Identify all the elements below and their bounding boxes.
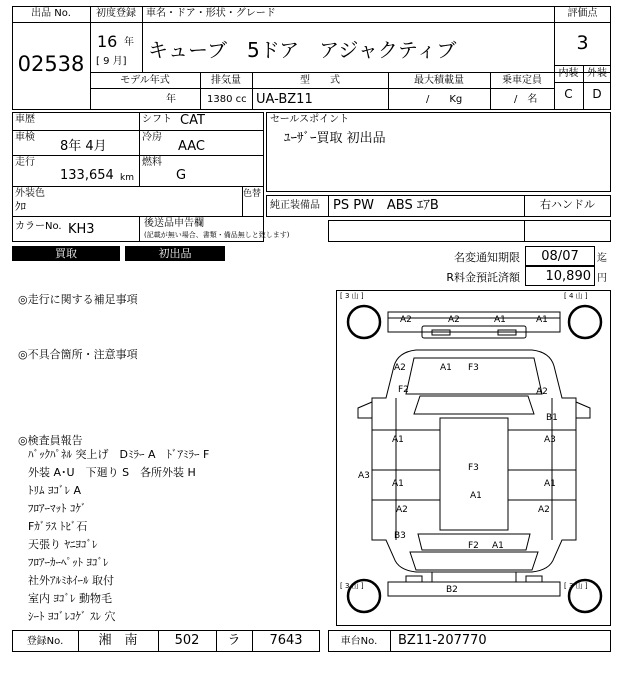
mark-rf-a2: A2 — [536, 387, 548, 397]
mark-front-a2-mid: A2 — [448, 315, 460, 325]
displacement-label: 排気量 — [211, 75, 241, 86]
mark-front-a2-left: A2 — [400, 315, 412, 325]
equipment-value: PS PW ABS ｴｱB — [333, 198, 439, 213]
mark-rq-a2: A2 — [538, 505, 550, 515]
mark-back-f2: F2 — [468, 541, 479, 551]
inspector-line: 室内 ﾖｺﾞﾚ 動物毛 — [28, 592, 112, 605]
car-name-label: 車名・ドア・形状・グレード — [146, 8, 276, 19]
capacity-value: / 名 — [514, 94, 538, 105]
model-code: UA-BZ11 — [256, 92, 313, 107]
inspector-line: 社外ｱﾙﾐﾎｲｰﾙ 取付 — [28, 574, 114, 587]
mark-front-a1-mid: A1 — [494, 315, 506, 325]
extra-box — [328, 220, 611, 242]
reg-number: 7643 — [269, 633, 303, 648]
inspector-line: ﾄﾘﾑ ﾖｺﾞﾚ A — [28, 484, 82, 497]
reg-class: 502 — [174, 633, 200, 648]
first-reg-year-unit: 年 — [124, 37, 134, 48]
mark-lq-b3: B3 — [394, 531, 406, 541]
recycle-unit: 円 — [597, 273, 607, 284]
reg-area: 湘 南 — [98, 633, 138, 648]
handle-value: 右ハンドル — [540, 198, 595, 211]
recycle-value: 10,890 — [545, 269, 591, 284]
color-no-value: KH3 — [68, 222, 95, 237]
model-label: 型 式 — [300, 75, 340, 86]
mark-lside-a3: A3 — [358, 471, 370, 481]
sales-point-label: セールスポイント — [270, 114, 350, 125]
chassis-label: 車台No. — [340, 636, 378, 647]
tire-depth-br: [ 3 山 ] — [564, 582, 588, 590]
change-deadline-value: 08/07 — [541, 249, 579, 264]
inspector-line: ﾌﾛｱｰﾏｯﾄ ｺｹﾞ — [28, 502, 87, 515]
inspector-line: 外装 A･U 下廻り S 各所外装 H — [28, 466, 196, 479]
mark-back-a1: A1 — [492, 541, 504, 551]
interior-label: 内装 — [558, 68, 579, 79]
inspector-line: 天張り ﾔﾆﾖｺﾞﾚ — [28, 538, 98, 551]
recycle-label: R料金預託済額 — [446, 271, 520, 284]
inspector-line: ﾊﾞｯｸﾊﾟﾈﾙ 突上げ Dﾐﾗｰ A ﾄﾞｱﾐﾗｰ F — [28, 448, 210, 461]
interior-grade: C — [564, 87, 573, 101]
mark-rrd-a1: A1 — [544, 479, 556, 489]
mark-hood-f3: F3 — [468, 363, 479, 373]
sales-point-value: ﾕｰｻﾞｰ買取 初出品 — [284, 131, 386, 146]
ac-value: AAC — [178, 139, 205, 154]
reg-kana: ラ — [227, 633, 241, 648]
change-deadline-label: 名変通知期限 — [454, 251, 520, 264]
shift-value: CAT — [180, 113, 205, 128]
inspector-line: ﾌﾛｱｰｶｰﾍﾟｯﾄ ﾖｺﾞﾚ — [28, 556, 109, 569]
exterior-label: 外装 — [587, 68, 607, 79]
mark-roof-a1: A1 — [470, 491, 482, 501]
first-reg-label: 初度登録 — [96, 8, 136, 19]
model-year-label: モデル年式 — [120, 75, 170, 86]
inspector-title: ◎検査員報告 — [18, 434, 83, 447]
equipment-label: 純正装備品 — [270, 200, 320, 211]
model-year-unit: 年 — [166, 94, 176, 105]
score-label: 評価点 — [567, 8, 598, 19]
car-name: キューブ 5ドア アジャクティブ — [148, 38, 457, 62]
car-diagram — [336, 290, 611, 626]
inspector-line: Fｶﾞﾗｽ ﾄﾋﾞ石 — [28, 520, 88, 533]
first-reg-month: [ 9 月] — [96, 56, 127, 67]
lot-label: 出品 No. — [31, 8, 71, 19]
inspection-label: 車検 — [15, 132, 35, 143]
badge-hatsu: 初出品 — [125, 246, 225, 261]
rear-view — [388, 582, 560, 596]
mark-rr-b1: B1 — [546, 413, 558, 423]
mark-roof-f3: F3 — [468, 463, 479, 473]
driving-notes-title: ◎走行に関する補足事項 — [18, 293, 138, 306]
mark-lf-f2: F2 — [398, 385, 409, 395]
mark-lrd-a1: A1 — [392, 479, 404, 489]
change-deadline-unit: 迄 — [597, 253, 607, 264]
exterior-grade: D — [592, 87, 602, 101]
ext-color-value: ｸﾛ — [15, 200, 26, 213]
shift-label: シフト — [142, 114, 172, 125]
max-load-value: / Kg — [426, 94, 463, 105]
fuel-label: 燃料 — [142, 157, 162, 168]
mark-lf-a2: A2 — [394, 363, 406, 373]
tire-depth-tr: [ 4 山 ] — [564, 292, 588, 300]
chassis-value: BZ11-207770 — [398, 633, 487, 648]
mark-hood-a1: A1 — [440, 363, 452, 373]
badge-kaitori: 買取 — [12, 246, 120, 261]
mark-front-a1-right: A1 — [536, 315, 548, 325]
inspection-value: 8年 4月 — [60, 139, 107, 154]
mark-rd-a3: A3 — [544, 435, 556, 445]
displacement-value: 1380 cc — [207, 94, 247, 105]
color-change-label: 色替 — [243, 189, 262, 199]
mileage-unit: km — [120, 173, 134, 183]
color-no-label: カラーNo. — [15, 221, 62, 232]
history-label: 車歴 — [15, 114, 35, 125]
mileage-value: 133,654 — [60, 168, 114, 183]
mark-lq-a2: A2 — [396, 505, 408, 515]
score-value: 3 — [576, 32, 589, 54]
mileage-label: 走行 — [15, 157, 35, 168]
lot-number: 02538 — [17, 52, 85, 76]
mark-ld-a1: A1 — [392, 435, 404, 445]
reg-label: 登録No. — [26, 636, 64, 647]
wheel-front-left — [348, 306, 380, 338]
front-view — [388, 312, 560, 332]
capacity-label: 乗車定員 — [502, 75, 542, 86]
wheel-front-right — [569, 306, 601, 338]
fuel-value: G — [176, 168, 187, 183]
ext-color-label: 外装色 — [15, 188, 45, 199]
report-label: 後送品申告欄 — [144, 218, 204, 229]
ac-label: 冷房 — [142, 132, 162, 143]
first-reg-year: 16 — [97, 32, 118, 51]
max-load-label: 最大積載量 — [414, 75, 464, 86]
report-note: (記載が無い場合、書類・備品無しと致します) — [144, 231, 290, 239]
tire-depth-tl: [ 3 山 ] — [340, 292, 364, 300]
tire-depth-bl: [ 3 山 ] — [340, 582, 364, 590]
mark-rear-b2: B2 — [446, 585, 458, 595]
inspector-line: ｼｰﾄ ﾖｺﾞﾚｺｹﾞ ｽﾚ 穴 — [28, 610, 116, 623]
defects-title: ◎不具合箇所・注意事項 — [18, 348, 138, 361]
